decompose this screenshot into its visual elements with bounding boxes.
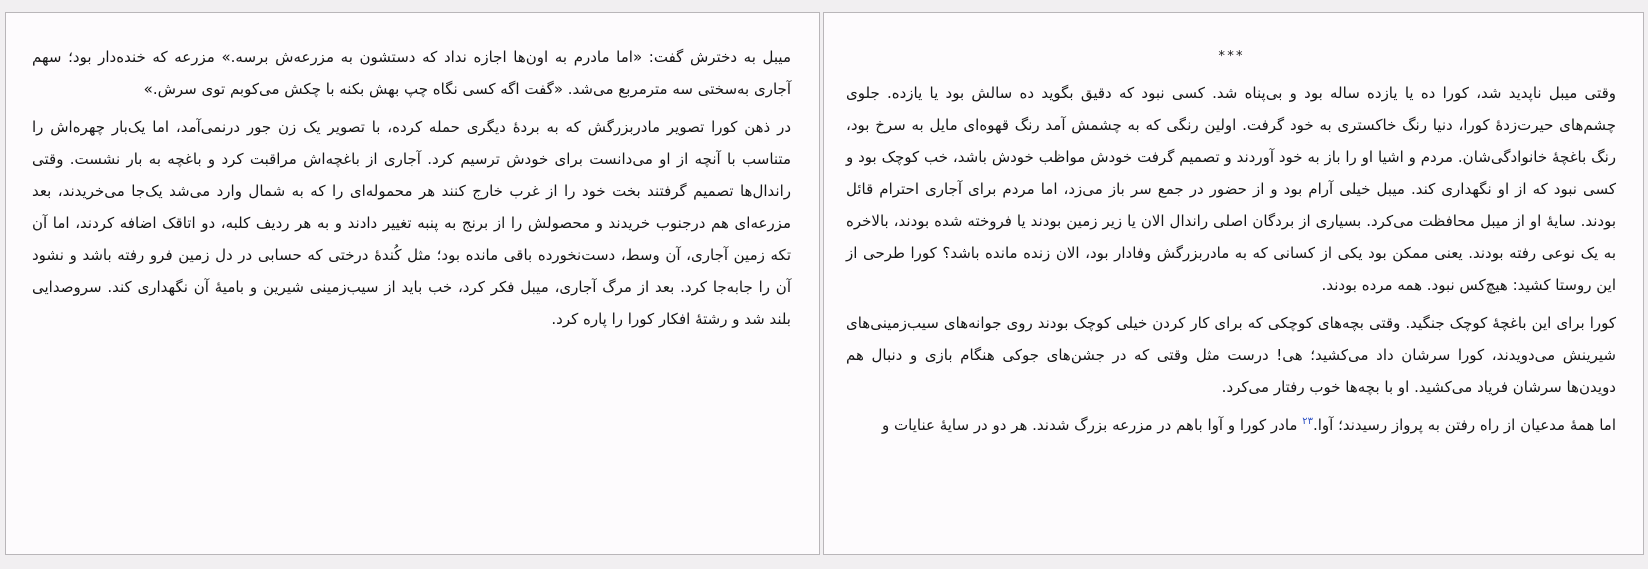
paragraph: وقتی میبل ناپدید شد، کورا ده یا یازده ساله بود و بی‌پناه شد. کسی نبود که دقیق بگوید ده سالش بود یا یازده. جلوی چشم‌های حیرت‌زدهٔ کورا، دنیا رنگ خاکستری به خود گرفت. اولین رنگی که به چشمش آمد رنگ قهوه‌ای مایل به سرخ بود، رنگ باغچهٔ خانوادگی‌شان. مردم و اشیا او را باز به خود آوردند و تصمیم گرفت خودش مواظب خودش باشد، خب کوچک بود و کسی نبود که از او نگهداری کند. میبل خیلی آرام بود و از حضور در جمع سر باز می‌زد، اما مردم برای آجاری احترام قائل بودند. سایهٔ او از میبل محافظت می‌کرد. بسیاری از بردگان اصلی راندال الان یا زیر زمین بودند یا فروخته شده بودند، بالاخره به یک نوعی رفته بودند. یعنی ممکن بود یکی از کسانی که به مادربزرگش وفادار بود، الان زنده مانده باشد؟ کورا طرحی از این روستا کشید: هیچ‌کس نبود. همه مرده بودند. <box>846 84 1616 294</box>
right-page-text <box>846 43 1616 447</box>
footnote-reference-link[interactable]: ۲۳ <box>1302 416 1313 427</box>
left-page-text <box>32 41 791 341</box>
right-page <box>823 12 1644 555</box>
left-page <box>5 12 820 555</box>
paragraph <box>846 409 1616 441</box>
paragraph: در ذهن کورا تصویر مادربزرگش که به بردهٔ دیگری حمله کرده، با تصویر یک زن جور درنمی‌آمد، اما یک‌بار چهره‌اش را متناسب با آنچه از او می‌دانست برای خودش ترسیم کرد. آجاری از باغچه‌اش مراقبت کرد و باغچه به بار نشست. وقتی راندال‌ها تصمیم گرفتند بخت خود را از غرب خارج کنند هر محموله‌ای را که به شمال وارد می‌شد یک‌جا می‌خریدند، بعد مزرعه‌ای هم درجنوب خریدند و محصولش را از برنج به پنبه تغییر دادند و به هر ردیف کلبه، دو اتاقک اضافه کردند، اما آن تکه زمین آجاری، آن وسط، دست‌نخورده باقی مانده بود؛ مثل کُندهٔ درختی که حسابی در دل زمین فرو رفته باشد و نشود آن را جابه‌جا کرد. بعد از مرگ آجاری، میبل فکر کرد، خب باید از سیب‌زمینی شیرین و بامیهٔ آن نگهداری کند. سروصدایی بلند شد و رشتهٔ افکار کورا را پاره کرد. <box>32 118 791 328</box>
paragraph-text-start: اما همهٔ مدعیان از راه رفتن به پرواز رسیدند؛ آوا. <box>1312 416 1616 434</box>
paragraph: میبل به دخترش گفت: «اما مادرم به اون‌ها اجازه نداد که دستشون به مزرعه‌ش برسه.» مزرعه که خنده‌دار بود؛ سهم آجاری به‌سختی سه مترمربع می‌شد. «گفت اگه کسی نگاه چپ بهش بکنه با چکش می‌کوبم توی سرش.» <box>32 48 791 98</box>
paragraph-text-end: مادر کورا و آوا باهم در مزرعه بزرگ شدند. هر دو در سایهٔ عنایات و <box>882 416 1303 434</box>
section-separator: *** <box>1217 49 1245 64</box>
paragraph: کورا برای این باغچهٔ کوچک جنگید. وقتی بچه‌های کوچکی که برای کار کردن خیلی کوچک بودند روی جوانه‌های سیب‌زمینی‌های شیرینش می‌دویدند، کورا سرشان داد می‌کشید؛ هی! درست مثل وقتی که در جشن‌های جوکی هنگام بازی و دنبال هم دویدن‌ها سرشان فریاد می‌کشید. او با بچه‌ها خوب رفتار می‌کرد. <box>846 314 1616 396</box>
